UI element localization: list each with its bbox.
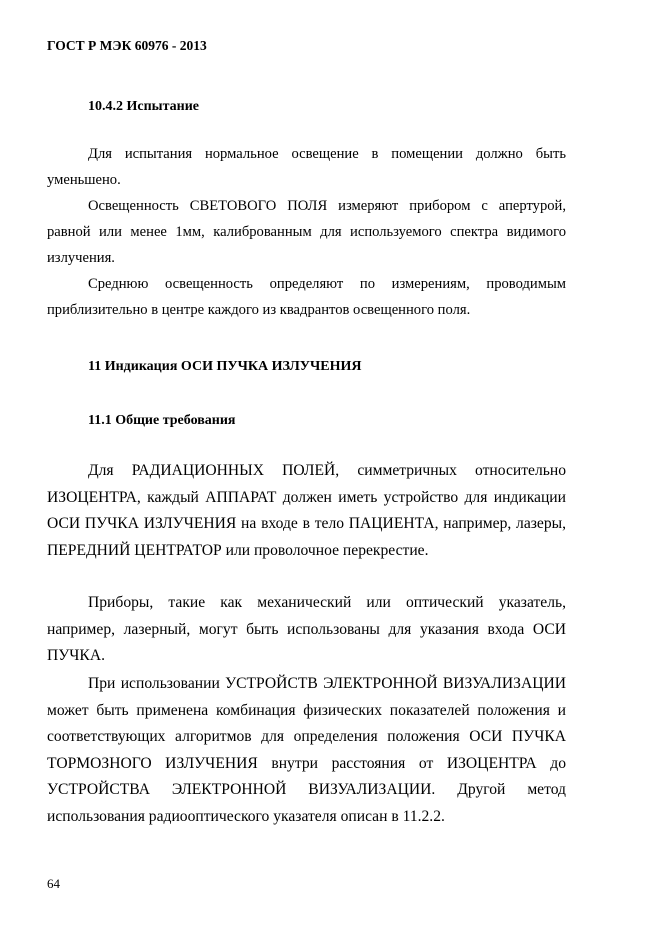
section-heading-11: 11 Индикация ОСИ ПУЧКА ИЗЛУЧЕНИЯ bbox=[88, 359, 362, 374]
section-heading-11-1: 11.1 Общие требования bbox=[88, 413, 236, 428]
paragraph: При использовании УСТРОЙСТВ ЭЛЕКТРОННОЙ ВИЗУАЛИЗАЦИИ может быть применена комбинация физических показателей положения и соответствующих алгоритмов для определения положения ОСИ ПУЧКА ТОРМОЗНОГО ИЗЛУЧЕНИЯ внутри расстояния от ИЗОЦЕНТРА до УСТРОЙСТВА ЭЛЕКТРОННОЙ ВИЗУАЛИЗАЦИИ. Другой метод использования радиооптического указателя описан в 11.2.2. bbox=[47, 675, 566, 825]
section-heading-10-4-2: 10.4.2 Испытание bbox=[88, 99, 199, 114]
paragraph: Для РАДИАЦИОННЫХ ПОЛЕЙ, симметричных относительно ИЗОЦЕНТРА, каждый АППАРАТ должен иметь устройство для индикации ОСИ ПУЧКА ИЗЛУЧЕНИЯ на входе в тело ПАЦИЕНТА, например, лазеры, ПЕРЕДНИЙ ЦЕНТРАТОР или проволочное перекрестие. bbox=[47, 462, 566, 559]
paragraph: Приборы, такие как механический или оптический указатель, например, лазерный, могут быть использованы для указания входа ОСИ ПУЧКА. bbox=[47, 594, 566, 664]
paragraph: Среднюю освещенность определяют по измерениям, проводимым приблизительно в центре каждого из квадрантов освещенного поля. bbox=[47, 276, 566, 318]
document-header: ГОСТ Р МЭК 60976 - 2013 bbox=[47, 38, 207, 53]
paragraph: Для испытания нормальное освещение в помещении должно быть уменьшено. bbox=[47, 146, 566, 188]
page-number: 64 bbox=[47, 876, 60, 891]
paragraph: Освещенность СВЕТОВОГО ПОЛЯ измеряют прибором с апертурой, равной или менее 1мм, калиброванным для используемого спектра видимого излучения. bbox=[47, 198, 566, 266]
